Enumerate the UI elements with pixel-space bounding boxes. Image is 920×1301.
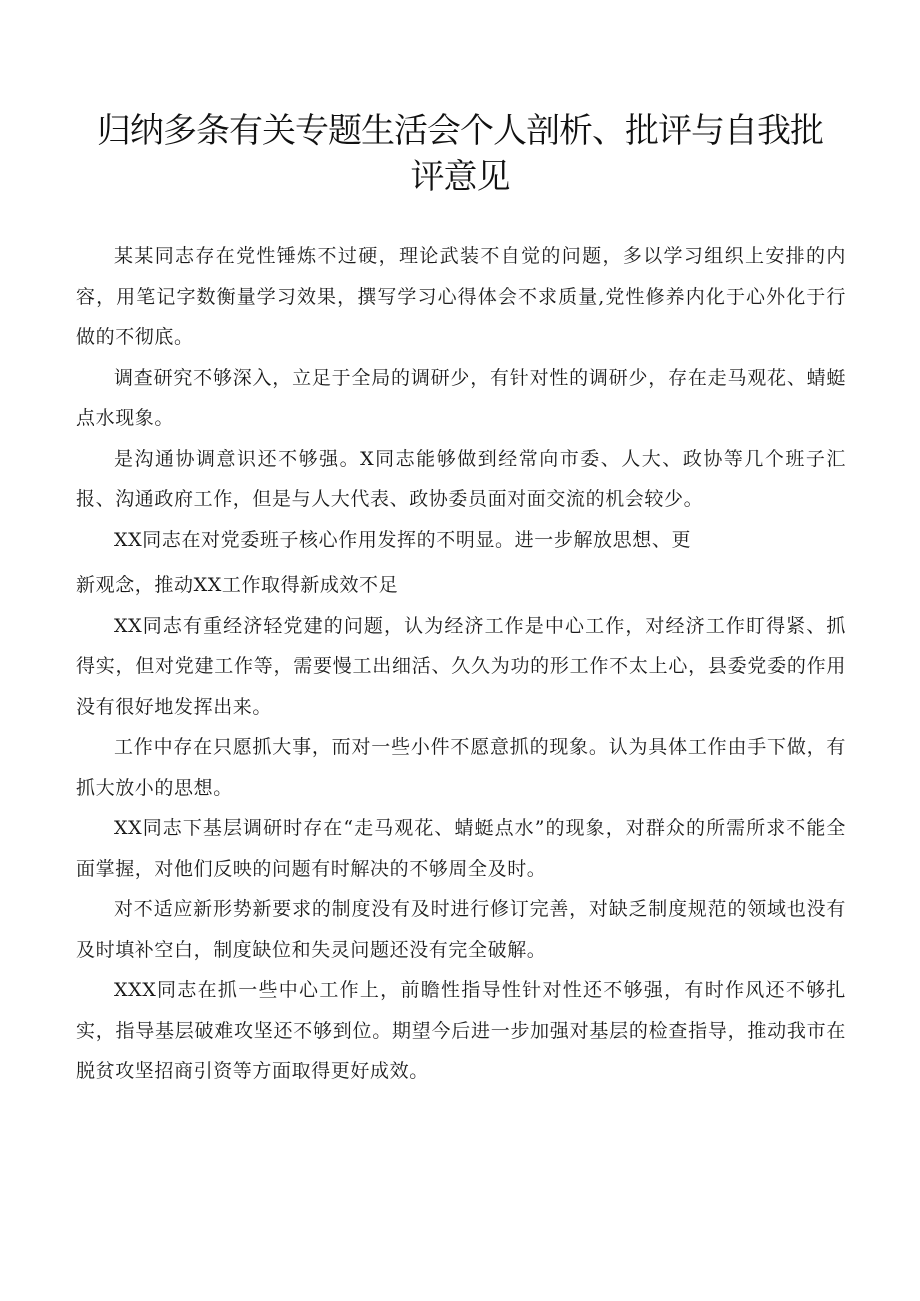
paragraph-4-continued: 新观念，推动XX工作取得新成效不足 <box>76 574 399 596</box>
paragraph-7: XX同志下基层调研时存在“走马观花、蜻蜓点水”的现象，对群众的所需所求不能全面掌握，对他们反映的问题有时解决的不够周全及时。 <box>76 817 846 880</box>
document-title: 归纳多条有关专题生活会个人剖析、批评与自我批评意见 <box>97 111 823 197</box>
document-body <box>76 236 846 1092</box>
paragraph-1: 某某同志存在党性锤炼不过硬，理论武装不自觉的问题，多以学习组织上安排的内容，用笔记字数衡量学习效果，撰写学习心得体会不求质量,党性修养内化于心外化于行做的不彻底。 <box>76 245 846 348</box>
paragraph-8: 对不适应新形势新要求的制度没有及时进行修订完善，对缺乏制度规范的领域也没有及时填补空白，制度缺位和失灵问题还没有完全破解。 <box>76 898 846 961</box>
paragraph-9: XXX同志在抓一些中心工作上，前瞻性指导性针对性还不够强，有时作风还不够扎实，指导基层破难攻坚还不够到位。期望今后进一步加强对基层的检查指导，推动我市在脱贫攻坚招商引资等方面取得更好成效。 <box>76 979 846 1082</box>
paragraph-3: 是沟通协调意识还不够强。X同志能够做到经常向市委、人大、政协等几个班子汇报、沟通政府工作，但是与人大代表、政协委员面对面交流的机会较少。 <box>76 447 846 510</box>
paragraph-6: 工作中存在只愿抓大事，而对一些小件不愿意抓的现象。认为具体工作由手下做，有抓大放小的思想。 <box>76 736 846 799</box>
paragraph-2: 调查研究不够深入，立足于全局的调研少，有针对性的调研少，存在走马观花、蜻蜓点水现象。 <box>76 366 846 429</box>
paragraph-4: XX同志在对党委班子核心作用发挥的不明显。进一步解放思想、更 <box>114 528 692 551</box>
paragraph-5: XX同志有重经济轻党建的问题，认为经济工作是中心工作，对经济工作盯得紧、抓得实，但对党建工作等，需要慢工出细活、久久为功的形工作不太上心，县委党委的作用没有很好地发挥出来。 <box>76 614 846 718</box>
